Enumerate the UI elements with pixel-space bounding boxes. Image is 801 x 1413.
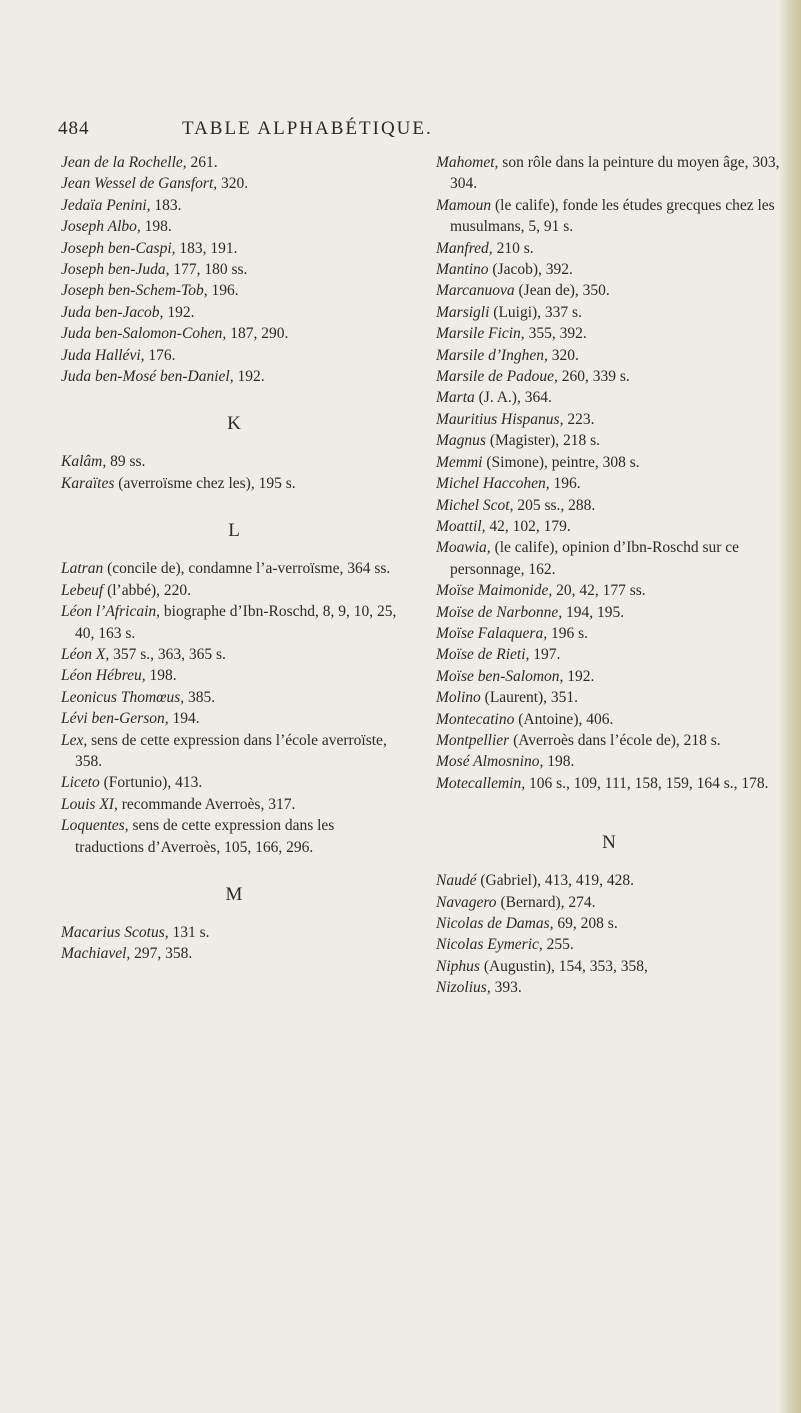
index-entry bbox=[436, 751, 782, 772]
entry-name: Mamoun bbox=[436, 196, 492, 214]
entry-name: Motecallemin, bbox=[436, 774, 526, 792]
entry-name: Marcanuova bbox=[436, 282, 515, 300]
entry-references: 196 s. bbox=[547, 624, 588, 642]
entry-references: 355, 392. bbox=[524, 325, 587, 343]
entry-name: Juda ben-Mosé ben-Daniel, bbox=[61, 368, 234, 386]
index-entry bbox=[436, 345, 782, 366]
index-entry bbox=[61, 708, 407, 729]
entry-references: 196. bbox=[207, 282, 239, 300]
section-j bbox=[61, 152, 407, 387]
entry-references: 42, 102, 179. bbox=[485, 517, 571, 535]
index-entry bbox=[61, 259, 407, 280]
entry-references: recommande Averroès, 317. bbox=[117, 795, 296, 813]
index-entry bbox=[436, 152, 782, 195]
section-m-left bbox=[61, 922, 407, 965]
index-entry bbox=[61, 558, 407, 579]
entry-name: Nicolas de Damas, bbox=[436, 915, 554, 932]
entry-references: 197. bbox=[529, 646, 561, 664]
index-entry bbox=[436, 366, 782, 387]
entry-references: (averroïsme chez les), 195 s. bbox=[114, 474, 296, 492]
section-n bbox=[436, 870, 782, 998]
entry-name: Niphus bbox=[436, 957, 480, 975]
index-entry bbox=[436, 495, 782, 516]
index-entry bbox=[436, 977, 782, 998]
entry-references: 177, 180 ss. bbox=[169, 261, 248, 279]
entry-name: Moawia, bbox=[436, 539, 491, 557]
entry-references: (Jacob), 392. bbox=[488, 261, 573, 279]
index-entry bbox=[61, 345, 407, 366]
entry-name: Magnus bbox=[436, 432, 486, 450]
index-entry bbox=[436, 409, 782, 430]
section-letter-m: M bbox=[225, 883, 243, 905]
entry-references: (Fortunio), 413. bbox=[99, 774, 203, 792]
entry-name: Jean Wessel de Gansfort, bbox=[61, 175, 218, 193]
entry-references: 255. bbox=[542, 936, 574, 954]
entry-references: (Antoine), 406. bbox=[514, 710, 614, 728]
entry-references: 320. bbox=[217, 175, 249, 193]
entry-references: 89 ss. bbox=[106, 453, 146, 471]
index-entry bbox=[436, 913, 782, 934]
entry-references: 260, 339 s. bbox=[557, 368, 630, 386]
entry-references: sens de cette expression dans l’école averroïste, 358. bbox=[75, 731, 387, 770]
index-entry bbox=[61, 173, 407, 194]
index-entry bbox=[436, 452, 782, 473]
entry-references: (J. A.), 364. bbox=[474, 389, 552, 407]
entry-name: Latran bbox=[61, 560, 104, 578]
entry-references: (Simone), peintre, 308 s. bbox=[482, 453, 640, 471]
index-entry bbox=[61, 815, 407, 858]
entry-name: Nizolius, bbox=[436, 979, 491, 997]
index-entry bbox=[61, 730, 407, 773]
index-entry bbox=[436, 430, 782, 451]
entry-name: Mahomet, bbox=[436, 154, 499, 171]
entry-name: Léon X, bbox=[61, 645, 110, 663]
entry-name: Loquentes, bbox=[61, 817, 129, 835]
page-title: TABLE ALPHABÉTIQUE. bbox=[182, 118, 433, 139]
entry-name: Moïse Falaquera, bbox=[436, 624, 548, 642]
index-entry bbox=[61, 323, 407, 344]
section-k bbox=[61, 451, 407, 494]
index-entry bbox=[61, 922, 407, 943]
entry-name: Montecatino bbox=[436, 710, 515, 728]
entry-references: 198. bbox=[543, 753, 575, 771]
index-entry bbox=[61, 366, 407, 387]
index-entry bbox=[436, 644, 782, 665]
index-entry bbox=[436, 709, 782, 730]
index-entry bbox=[436, 473, 782, 494]
entry-references: 223. bbox=[563, 410, 595, 428]
entry-name: Michel Scot, bbox=[436, 496, 514, 514]
index-entry bbox=[61, 943, 407, 964]
index-entry bbox=[61, 451, 407, 472]
entry-name: Mauritius Hispanus, bbox=[436, 410, 564, 428]
index-entry bbox=[61, 216, 407, 237]
index-entry bbox=[61, 665, 407, 686]
index-entry bbox=[61, 238, 407, 259]
index-entry bbox=[61, 302, 407, 323]
entry-references: 198. bbox=[145, 667, 177, 685]
entry-name: Karaïtes bbox=[61, 474, 115, 492]
entry-references: 196. bbox=[549, 475, 581, 493]
index-entry bbox=[436, 687, 782, 708]
index-entry bbox=[61, 687, 407, 708]
entry-name: Marsigli bbox=[436, 303, 490, 321]
entry-name: Moïse Maimonide, bbox=[436, 582, 553, 600]
entry-references: (Gabriel), 413, 419, 428. bbox=[476, 872, 635, 890]
entry-name: Naudé bbox=[436, 872, 477, 890]
entry-name: Manfred, bbox=[436, 239, 493, 257]
entry-name: Léon Hébreu, bbox=[61, 667, 146, 685]
entry-name: Moïse ben-Salomon, bbox=[436, 667, 564, 685]
entry-references: 187, 290. bbox=[226, 325, 289, 343]
index-entry bbox=[436, 302, 782, 323]
index-entry bbox=[436, 730, 782, 751]
entry-references: 176. bbox=[144, 346, 176, 364]
index-entry bbox=[61, 601, 407, 644]
entry-name: Marsile de Padoue, bbox=[436, 368, 558, 386]
entry-name: Joseph ben-Juda, bbox=[61, 261, 170, 279]
index-entry bbox=[436, 516, 782, 537]
entry-references: 183. bbox=[150, 196, 182, 214]
right-column bbox=[436, 152, 782, 999]
entry-references: (Jean de), 350. bbox=[514, 282, 610, 300]
index-entry bbox=[61, 195, 407, 216]
entry-name: Lex, bbox=[61, 731, 88, 749]
index-entry bbox=[436, 956, 782, 977]
index-entry bbox=[436, 666, 782, 687]
entry-name: Juda ben-Salomon-Cohen, bbox=[61, 325, 227, 343]
entry-name: Juda Hallévi, bbox=[61, 346, 145, 364]
index-entry bbox=[436, 280, 782, 301]
entry-name: Léon l’Africain, bbox=[61, 603, 161, 621]
entry-references: (Magister), 218 s. bbox=[485, 432, 601, 450]
entry-name: Leonicus Thomœus, bbox=[61, 688, 185, 706]
entry-name: Lebeuf bbox=[61, 581, 104, 599]
entry-name: Macarius Scotus, bbox=[61, 923, 169, 941]
index-entry bbox=[436, 323, 782, 344]
entry-references: 20, 42, 177 ss. bbox=[552, 582, 646, 600]
entry-name: Moattil, bbox=[436, 517, 486, 535]
section-m-right bbox=[436, 152, 782, 794]
entry-references: (le calife), opinion d’Ibn-Roschd sur ce personnage, 162. bbox=[450, 539, 740, 578]
entry-name: Juda ben-Jacob, bbox=[61, 303, 164, 321]
entry-references: 192. bbox=[563, 667, 595, 685]
entry-name: Michel Haccohen, bbox=[436, 475, 550, 493]
index-entry bbox=[61, 152, 407, 173]
entry-name: Moïse de Rieti, bbox=[436, 646, 530, 664]
entry-name: Nicolas Eymeric, bbox=[436, 936, 543, 954]
entry-references: (Laurent), 351. bbox=[480, 689, 579, 707]
entry-name: Joseph Albo, bbox=[61, 218, 141, 236]
entry-references: 205 ss., 288. bbox=[513, 496, 596, 514]
entry-name: Molino bbox=[436, 689, 481, 707]
entry-name: Moïse de Narbonne, bbox=[436, 603, 563, 621]
entry-name: Joseph ben-Schem-Tob, bbox=[61, 282, 208, 300]
entry-name: Louis XI, bbox=[61, 795, 118, 813]
entry-references: 320. bbox=[547, 346, 579, 364]
entry-name: Lévi ben-Gerson, bbox=[61, 710, 169, 728]
page-number: 484 bbox=[58, 118, 90, 139]
entry-references: 192. bbox=[233, 368, 265, 386]
index-entry bbox=[436, 195, 782, 238]
entry-references: (le calife), fonde les études grecques chez les musulmans, 5, 91 s. bbox=[450, 196, 775, 236]
index-entry bbox=[61, 280, 407, 301]
index-entry bbox=[61, 580, 407, 601]
index-entry bbox=[436, 773, 782, 794]
entry-references: 194. bbox=[168, 710, 200, 728]
entry-name: Liceto bbox=[61, 774, 100, 792]
index-entry bbox=[436, 537, 782, 580]
entry-references: (Bernard), 274. bbox=[496, 893, 596, 911]
index-entry bbox=[61, 644, 407, 665]
entry-name: Marsile d’Inghen, bbox=[436, 346, 548, 364]
entry-name: Jean de la Rochelle, bbox=[61, 154, 187, 171]
entry-references: 194, 195. bbox=[562, 603, 625, 621]
index-entry bbox=[436, 580, 782, 601]
entry-name: Jedaïa Penini, bbox=[61, 196, 151, 214]
index-entry bbox=[61, 794, 407, 815]
entry-name: Joseph ben-Caspi, bbox=[61, 239, 176, 257]
entry-references: 192. bbox=[163, 303, 195, 321]
entry-references: sens de cette expression dans les traductions d’Averroès, 105, 166, 296. bbox=[75, 817, 335, 856]
entry-references: son rôle dans la peinture du moyen âge, 303, 304. bbox=[450, 154, 780, 193]
index-entry bbox=[436, 387, 782, 408]
index-entry bbox=[436, 934, 782, 955]
entry-references: 131 s. bbox=[168, 923, 210, 941]
entry-references: (Averroès dans l’école de), 218 s. bbox=[509, 731, 721, 749]
entry-references: 261. bbox=[186, 154, 218, 171]
entry-name: Machiavel, bbox=[61, 945, 131, 963]
entry-references: (l’abbé), 220. bbox=[103, 581, 191, 599]
entry-references: 198. bbox=[140, 218, 172, 236]
left-column bbox=[61, 152, 407, 965]
entry-name: Kalâm, bbox=[61, 453, 107, 471]
entry-name: Memmi bbox=[436, 453, 483, 471]
entry-name: Montpellier bbox=[436, 731, 510, 749]
entry-references: 69, 208 s. bbox=[553, 915, 618, 932]
entry-name: Mantino bbox=[436, 261, 489, 279]
entry-references: 357 s., 363, 365 s. bbox=[109, 645, 226, 663]
entry-references: 210 s. bbox=[492, 239, 534, 257]
entry-references: (Luigi), 337 s. bbox=[489, 303, 582, 321]
running-header bbox=[58, 118, 758, 142]
index-entry bbox=[436, 238, 782, 259]
section-letter-n: N bbox=[602, 832, 616, 854]
index-entry bbox=[61, 473, 407, 494]
index-entry bbox=[436, 623, 782, 644]
entry-references: 393. bbox=[490, 979, 522, 997]
section-letter-l: L bbox=[228, 520, 240, 542]
section-l bbox=[61, 558, 407, 858]
index-entry bbox=[436, 870, 782, 891]
entry-name: Navagero bbox=[436, 893, 497, 911]
entry-name: Mosé Almosnino, bbox=[436, 753, 544, 771]
entry-references: (concile de), condamne l’a-verroïsme, 364 ss. bbox=[103, 560, 391, 578]
entry-references: 106 s., 109, 111, 158, 159, 164 s., 178. bbox=[525, 774, 769, 792]
entry-references: biographe d’Ibn-Roschd, 8, 9, 10, 25, 40, 163 s. bbox=[75, 603, 397, 642]
entry-references: (Augustin), 154, 353, 358, bbox=[479, 957, 648, 975]
index-entry bbox=[436, 602, 782, 623]
index-entry bbox=[436, 259, 782, 280]
index-entry bbox=[436, 892, 782, 913]
entry-name: Marta bbox=[436, 389, 475, 407]
entry-references: 183, 191. bbox=[175, 239, 238, 257]
entry-name: Marsile Ficin, bbox=[436, 325, 525, 343]
entry-references: 297, 358. bbox=[130, 945, 193, 963]
page-edge-shadow bbox=[779, 0, 801, 1413]
entry-references: 385. bbox=[184, 688, 216, 706]
section-letter-k: K bbox=[227, 413, 241, 435]
index-entry bbox=[61, 772, 407, 793]
